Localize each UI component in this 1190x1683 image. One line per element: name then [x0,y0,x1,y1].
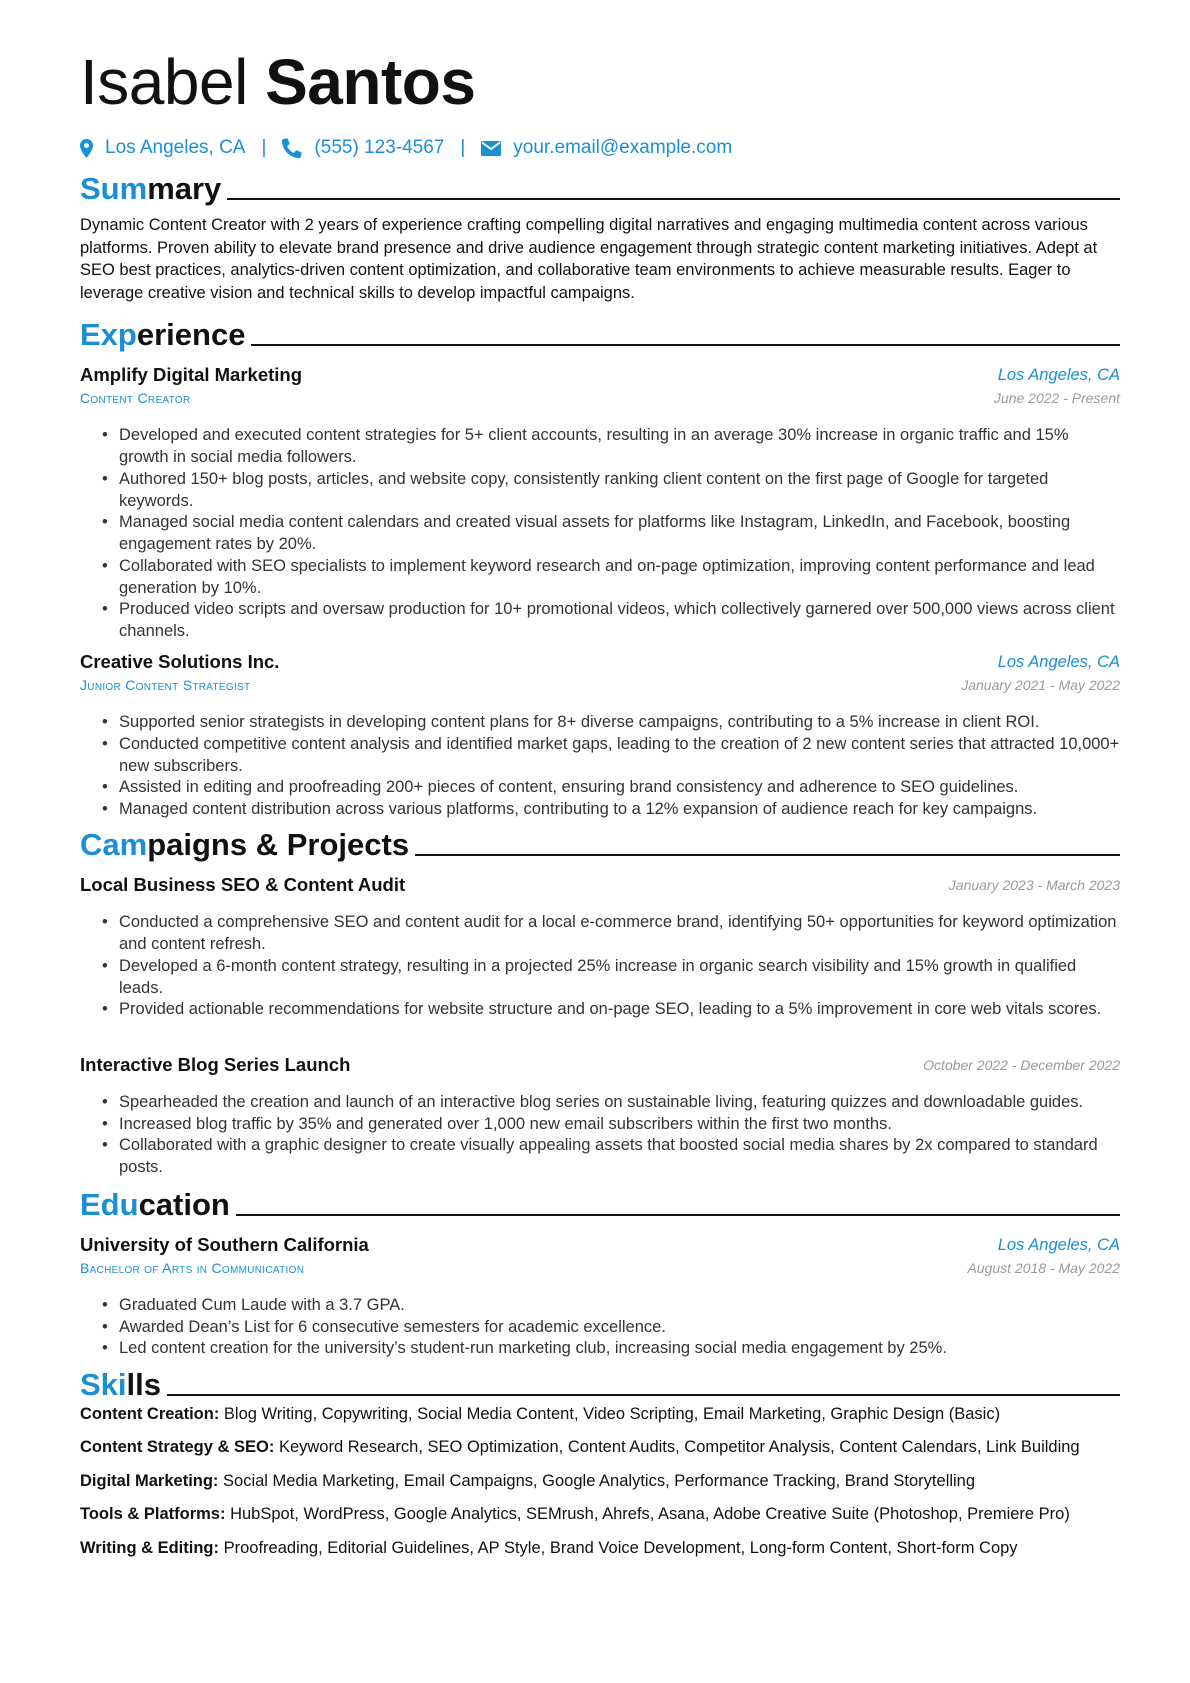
list-item: • Collaborated with a graphic designer to create visually appealing assets that boosted social media shares by 2x compared to standard posts. [102,1134,1120,1178]
list-item: • Increased blog traffic by 35% and generated over 1,000 new email subscribers within the first two months. [102,1113,1120,1135]
contact-separator: | [460,137,466,158]
contact-separator: | [261,137,267,158]
school-dates: August 2018 - May 2022 [967,1260,1120,1276]
section-rule [415,854,1120,856]
school-name: University of Southern California [80,1234,369,1255]
title-rest: cation [138,1187,230,1222]
project-name: Interactive Blog Series Launch [80,1054,351,1075]
list-item: • Conducted competitive content analysis and identified market gaps, leading to the creation of 2 new content series that attracted 10,000+ new subscribers. [102,733,1120,777]
project-dates: October 2022 - December 2022 [923,1057,1120,1073]
job-location: Los Angeles, CA [997,366,1120,384]
experience-heading [80,314,1120,354]
skill-items: HubSpot, WordPress, Google Analytics, SEMrush, Ahrefs, Asana, Adobe Creative Suite (Photoshop, Premiere Pro) [230,1505,1070,1523]
list-item: • Provided actionable recommendations for website structure and on-page SEO, leading to a 5% improvement in core web vitals scores. [102,998,1120,1020]
skill-items: Proofreading, Editorial Guidelines, AP Style, Brand Voice Development, Long-form Content, Short-form Copy [223,1539,1018,1557]
skill-row [80,1536,1120,1560]
list-item: • Spearheaded the creation and launch of an interactive blog series on sustainable living, featuring quizzes and downloadable guides. [102,1091,1120,1113]
section-rule [167,1394,1120,1396]
school-location: Los Angeles, CA [997,1236,1120,1254]
company-name: Amplify Digital Marketing [80,364,303,385]
skill-category: Content Creation: [80,1405,220,1423]
list-item: • Managed content distribution across various platforms, contributing to a 12% expansion of audience reach for key campaigns. [102,798,1120,820]
section-title [80,170,221,208]
skill-category: Content Strategy & SEO: [80,1438,275,1456]
title-accent: Sum [80,171,148,206]
list-item: • Assisted in editing and proofreading 200+ pieces of content, ensuring brand consistency and adherence to SEO guidelines. [102,776,1120,798]
list-item: • Managed social media content calendars and created visual assets for platforms like Instagram, LinkedIn, and Facebook, boosting engagement rates by 20%. [102,511,1120,555]
list-item: • Supported senior strategists in developing content plans for 8+ diverse campaigns, contributing to a 5% increase in client ROI. [102,711,1120,733]
phone-icon [282,138,302,158]
section-rule [227,198,1120,200]
list-item: • Developed a 6-month content strategy, resulting in a projected 25% increase in organic search visibility and 15% growth in qualified leads. [102,955,1120,999]
list-item: • Produced video scripts and oversaw production for 10+ promotional videos, which collectively garnered over 500,000 views across client channels. [102,598,1120,642]
title-rest: mary [147,171,222,206]
summary-heading [80,168,1120,208]
skill-items: Blog Writing, Copywriting, Social Media Content, Video Scripting, Email Marketing, Graphic Design (Basic) [223,1405,1001,1423]
skill-items: Social Media Marketing, Email Campaigns, Google Analytics, Performance Tracking, Brand Storytelling [223,1472,976,1490]
location-text: Los Angeles, CA [105,137,246,158]
job-bullets [102,711,1120,819]
first-name: Isabel [80,46,248,118]
skill-row [80,1502,1120,1526]
section-title [80,316,245,354]
list-item: • Led content creation for the university’s student-run marketing club, increasing social media engagement by 25%. [102,1337,1120,1359]
projects-heading [80,824,1120,864]
job-dates: June 2022 - Present [993,390,1120,406]
envelope-icon [481,141,501,156]
contact-email[interactable] [481,134,732,162]
title-rest: erience [136,317,246,352]
contact-phone[interactable] [282,134,444,162]
job-role: Junior Content Strategist [80,677,251,693]
job-dates: January 2021 - May 2022 [961,677,1120,693]
education-heading [80,1184,1120,1224]
title-accent: Ski [80,1367,127,1402]
education-bullets [102,1294,1120,1359]
skills-heading [80,1364,1120,1404]
skill-category: Tools & Platforms: [80,1505,226,1523]
section-title [80,1186,230,1224]
skill-row [80,1469,1120,1493]
skill-category: Digital Marketing: [80,1472,219,1490]
map-pin-icon [80,139,93,158]
summary-text: Dynamic Content Creator with 2 years of experience crafting compelling digital narratives and engaging multimedia content across various platforms. Proven ability to elevate brand presence and drive audience engagement through strategic content marketing initiatives. Adept at SEO best practices, analytics-driven content optimization, and collaborative team environments to achieve measurable results. Eager to leverage creative vision and technical skills to develop impactful campaigns. [80,216,1098,302]
title-accent: Edu [80,1187,139,1222]
candidate-name [80,42,475,122]
contact-location [80,134,245,162]
company-name: Creative Solutions Inc. [80,651,280,672]
project-bullets [102,911,1120,1020]
section-rule [251,344,1120,346]
list-item: • Conducted a comprehensive SEO and content audit for a local e-commerce brand, identifying 50+ opportunities for keyword optimization and content refresh. [102,911,1120,955]
email-text: your.email@example.com [513,137,733,158]
title-accent: Exp [80,317,137,352]
skill-category: Writing & Editing: [80,1539,220,1557]
title-rest: paigns & Projects [147,827,410,862]
project-dates: January 2023 - March 2023 [948,877,1120,893]
title-rest: lls [126,1367,161,1402]
degree: Bachelor of Arts in Communication [80,1260,305,1276]
skill-row [80,1402,1120,1426]
title-accent: Cam [80,827,148,862]
phone-text: (555) 123-4567 [314,137,445,158]
job-role: Content Creator [80,390,191,406]
last-name: Santos [265,46,476,118]
list-item: • Developed and executed content strategies for 5+ client accounts, resulting in an average 30% increase in organic traffic and 15% growth in social media followers. [102,424,1120,468]
project-name: Local Business SEO & Content Audit [80,874,406,895]
job-bullets [102,424,1120,642]
contact-line [80,134,732,162]
section-rule [236,1214,1120,1216]
list-item: • Graduated Cum Laude with a 3.7 GPA. [102,1294,1120,1316]
list-item: • Authored 150+ blog posts, articles, and website copy, consistently ranking client content on the first page of Google for targeted keywords. [102,468,1120,512]
list-item: • Awarded Dean’s List for 6 consecutive semesters for academic excellence. [102,1316,1120,1338]
job-location: Los Angeles, CA [997,653,1120,671]
section-title [80,826,409,864]
skill-items: Keyword Research, SEO Optimization, Content Audits, Competitor Analysis, Content Calendars, Link Building [278,1438,1080,1456]
section-title [80,1366,161,1404]
list-item: • Collaborated with SEO specialists to implement keyword research and on-page optimization, improving content performance and lead generation by 10%. [102,555,1120,599]
project-bullets [102,1091,1120,1178]
skill-row [80,1435,1120,1459]
